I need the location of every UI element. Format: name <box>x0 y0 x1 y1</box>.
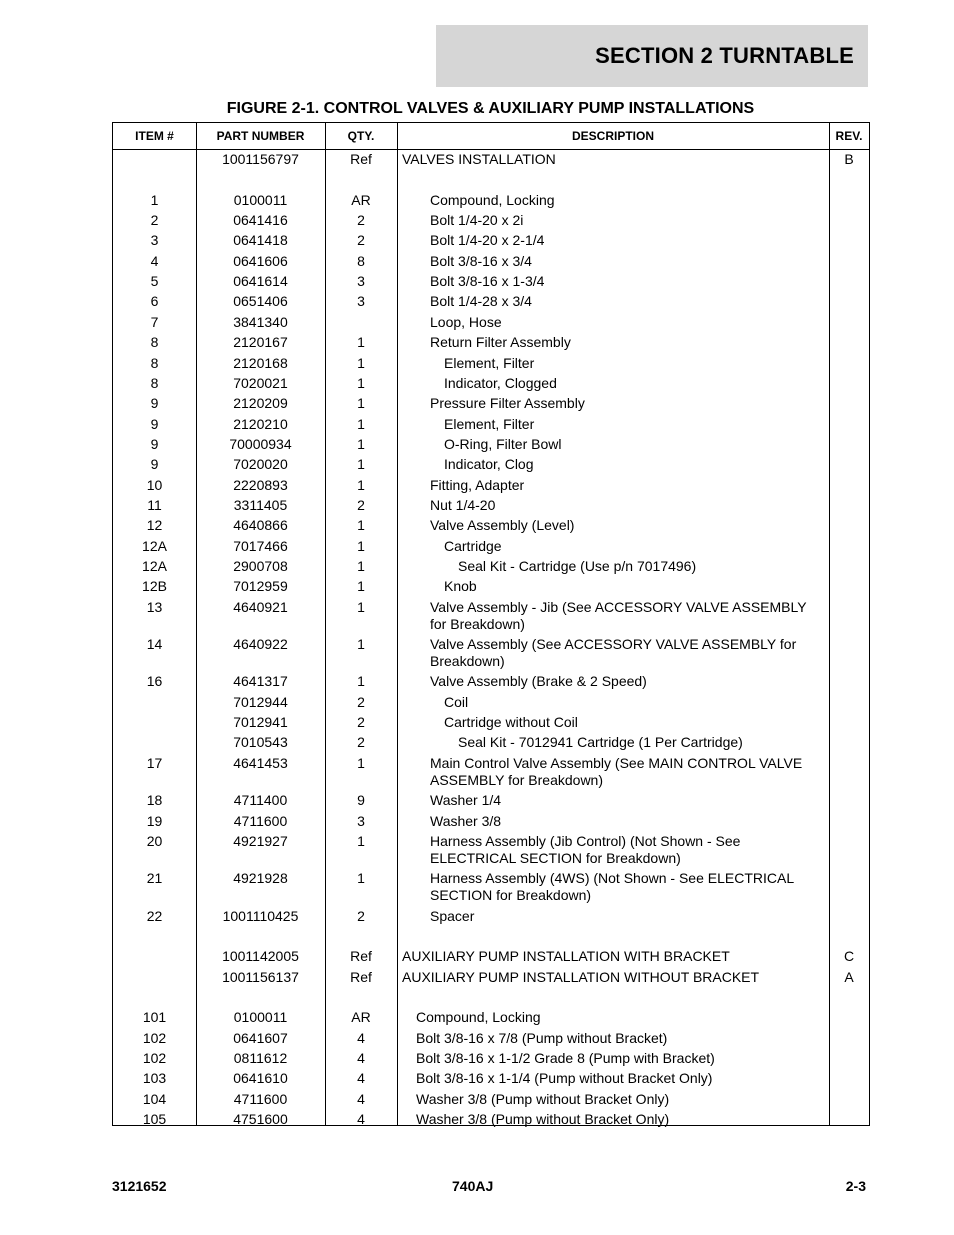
description-cell: Bolt 1/4-20 x 2-1/4 <box>430 232 545 249</box>
spacer-row <box>113 171 869 191</box>
part-number-cell: 0641614 <box>233 273 288 290</box>
table-row <box>113 192 869 212</box>
description-cell: O-Ring, Filter Bowl <box>444 435 562 452</box>
qty-cell: 1 <box>357 598 365 615</box>
description-cell: Cartridge without Coil <box>444 714 578 731</box>
table-row <box>113 908 869 928</box>
qty-cell: 1 <box>357 354 365 371</box>
part-number-cell: 7017466 <box>233 537 288 554</box>
part-number-cell: 4641317 <box>233 673 288 690</box>
description-cell: Fitting, Adapter <box>430 476 525 493</box>
part-number-cell: 3311405 <box>233 496 288 513</box>
description-cell: Coil <box>444 693 469 710</box>
description-cell: Valve Assembly - Jib (See ACCESSORY VALVE ASSEMBLY for Breakdown) <box>430 598 807 632</box>
item-cell: 17 <box>146 754 163 771</box>
footer-page-number: 2-3 <box>845 1178 866 1194</box>
part-number-cell: 0641416 <box>233 212 288 229</box>
description-cell: Compound, Locking <box>430 191 555 208</box>
description-cell: Compound, Locking <box>416 1009 541 1026</box>
table-row <box>113 694 869 714</box>
table-header <box>113 123 869 150</box>
part-number-cell: 0641610 <box>233 1070 288 1087</box>
table-row <box>113 395 869 415</box>
qty-cell: 1 <box>357 476 365 493</box>
qty-cell: 3 <box>357 273 365 290</box>
parts-table <box>112 122 870 1126</box>
table-row <box>113 538 869 558</box>
description-cell: Cartridge <box>444 537 502 554</box>
qty-cell: 9 <box>357 792 365 809</box>
table-row <box>113 293 869 313</box>
description-cell: AUXILIARY PUMP INSTALLATION WITHOUT BRACKET <box>402 968 760 985</box>
part-number-cell: 7020020 <box>233 456 288 473</box>
part-number-cell: 4921927 <box>233 832 288 849</box>
table-row <box>113 517 869 537</box>
qty-cell: 1 <box>357 578 365 595</box>
part-number-cell: 1001110425 <box>222 907 299 924</box>
part-number-cell: 4921928 <box>233 870 288 887</box>
part-number-cell: 2120167 <box>233 334 288 351</box>
table-row <box>113 212 869 232</box>
part-number-cell: 4751600 <box>233 1111 288 1128</box>
description-cell: Bolt 3/8-16 x 7/8 (Pump without Bracket) <box>416 1029 668 1046</box>
description-cell: Washer 1/4 <box>430 792 502 809</box>
qty-cell: 2 <box>357 212 365 229</box>
qty-cell: 2 <box>357 734 365 751</box>
qty-cell: 1 <box>357 832 365 849</box>
description-cell: Main Control Valve Assembly (See MAIN CONTROL VALVE ASSEMBLY for Breakdown) <box>430 754 803 788</box>
qty-cell: 2 <box>357 496 365 513</box>
item-cell: 8 <box>150 354 159 371</box>
table-row <box>113 375 869 395</box>
qty-cell: 1 <box>357 673 365 690</box>
table-row <box>113 578 869 598</box>
table-row <box>113 416 869 436</box>
qty-cell: 4 <box>357 1070 365 1087</box>
description-cell: Valve Assembly (Brake & 2 Speed) <box>430 673 647 690</box>
qty-cell: Ref <box>350 948 372 965</box>
qty-cell: 1 <box>357 537 365 554</box>
part-number-cell: 7012944 <box>233 693 288 710</box>
table-row <box>113 456 869 476</box>
description-cell: Seal Kit - Cartridge (Use p/n 7017496) <box>458 558 697 574</box>
item-cell: 3 <box>150 232 159 249</box>
description-cell: Return Filter Assembly <box>430 334 571 351</box>
item-cell: 6 <box>150 293 159 310</box>
item-cell: 13 <box>146 598 163 615</box>
qty-cell: 1 <box>357 636 365 653</box>
part-number-cell: 0811612 <box>233 1050 288 1066</box>
table-row <box>113 497 869 517</box>
item-cell: 10 <box>146 476 163 493</box>
part-number-cell: 4711600 <box>233 812 288 829</box>
qty-cell: 2 <box>357 714 365 731</box>
table-row <box>113 948 869 968</box>
item-cell: 8 <box>150 334 159 351</box>
part-number-cell: 4711600 <box>233 1090 288 1107</box>
description-cell: Knob <box>444 578 477 595</box>
qty-cell: 1 <box>357 415 365 432</box>
table-row <box>113 599 869 636</box>
item-cell: 20 <box>146 832 163 849</box>
part-number-cell: 4711400 <box>233 792 288 809</box>
description-cell: Seal Kit - 7012941 Cartridge (1 Per Cartridge) <box>458 734 743 751</box>
item-cell: 12 <box>146 517 163 534</box>
qty-cell: 4 <box>357 1029 365 1046</box>
part-number-cell: 0641418 <box>233 232 288 249</box>
description-cell: Bolt 3/8-16 x 1-1/4 (Pump without Bracket Only) <box>416 1070 713 1087</box>
qty-cell: 2 <box>357 232 365 249</box>
qty-cell: 2 <box>357 693 365 710</box>
part-number-cell: 0651406 <box>233 293 288 310</box>
header-part-number: PART NUMBER <box>216 129 305 143</box>
item-cell: 9 <box>150 435 159 452</box>
description-cell: Valve Assembly (Level) <box>430 517 575 534</box>
part-number-cell: 3841340 <box>233 313 288 330</box>
item-cell: 11 <box>147 496 162 513</box>
table-row <box>113 1030 869 1050</box>
table-row <box>113 334 869 354</box>
figure-title: FIGURE 2-1. CONTROL VALVES & AUXILIARY PUMP INSTALLATIONS <box>226 100 755 117</box>
description-cell: Washer 3/8 <box>430 812 502 829</box>
item-cell: 9 <box>150 395 159 412</box>
description-cell: Bolt 3/8-16 x 1-3/4 <box>430 273 545 290</box>
table-row <box>113 636 869 673</box>
table-row <box>113 558 869 578</box>
part-number-cell: 7010543 <box>233 734 288 751</box>
item-cell: 2 <box>150 212 159 229</box>
part-number-cell: 2220893 <box>233 476 288 493</box>
item-cell: 19 <box>146 812 163 829</box>
table-row <box>113 436 869 456</box>
part-number-cell: 2120210 <box>233 415 288 432</box>
description-cell: Harness Assembly (4WS) (Not Shown - See ELECTRICAL SECTION for Breakdown) <box>430 870 794 904</box>
description-cell: Bolt 3/8-16 x 1-1/2 Grade 8 (Pump with Bracket) <box>416 1050 715 1066</box>
qty-cell: 4 <box>357 1090 365 1107</box>
description-cell: Indicator, Clog <box>444 456 534 473</box>
item-cell: 102 <box>142 1050 167 1066</box>
description-cell: Element, Filter <box>444 354 535 371</box>
part-number-cell: 7020021 <box>233 374 288 391</box>
description-cell: VALVES INSTALLATION <box>402 151 556 167</box>
item-cell: 21 <box>146 870 163 887</box>
item-cell: 102 <box>142 1029 167 1046</box>
table-row <box>113 673 869 693</box>
table-row <box>113 792 869 812</box>
qty-cell: 1 <box>357 395 365 412</box>
description-cell: Bolt 1/4-20 x 2i <box>430 212 524 229</box>
qty-cell: AR <box>351 191 371 208</box>
description-cell: Washer 3/8 (Pump without Bracket Only) <box>416 1111 670 1128</box>
qty-cell: 1 <box>357 517 365 534</box>
description-cell: Pressure Filter Assembly <box>430 395 585 412</box>
table-row <box>113 734 869 754</box>
part-number-cell: 4640922 <box>233 636 288 653</box>
item-cell: 1 <box>150 191 159 208</box>
table-row <box>113 1091 869 1111</box>
qty-cell: 1 <box>357 870 365 887</box>
description-cell: Nut 1/4-20 <box>430 496 496 513</box>
header-qty: QTY. <box>347 129 375 143</box>
table-row <box>113 870 869 907</box>
item-cell: 18 <box>146 792 163 809</box>
description-cell: Washer 3/8 (Pump without Bracket Only) <box>416 1090 670 1107</box>
table-row <box>113 477 869 497</box>
item-cell: 104 <box>142 1090 167 1107</box>
table-row <box>113 813 869 833</box>
qty-cell: 1 <box>357 754 365 771</box>
item-cell: 12A <box>142 558 167 574</box>
part-number-cell: 7012959 <box>233 578 288 595</box>
part-number-cell: 70000934 <box>229 435 292 452</box>
section-header <box>436 25 868 87</box>
table-row <box>113 1070 869 1090</box>
part-number-cell: 4641453 <box>233 754 288 771</box>
item-cell: 7 <box>150 313 159 330</box>
part-number-cell: 7012941 <box>233 714 288 731</box>
description-cell: Bolt 3/8-16 x 3/4 <box>430 252 532 269</box>
description-cell: Harness Assembly (Jib Control) (Not Shown - See ELECTRICAL SECTION for Breakdown) <box>430 832 741 866</box>
item-cell: 105 <box>142 1111 167 1128</box>
description-cell: Valve Assembly (See ACCESSORY VALVE ASSEMBLY for Breakdown) <box>430 636 797 670</box>
header-description: DESCRIPTION <box>571 129 654 143</box>
description-cell: Spacer <box>430 907 475 924</box>
item-cell: 101 <box>142 1009 167 1026</box>
qty-cell: 4 <box>357 1111 365 1128</box>
table-row <box>113 755 869 792</box>
item-cell: 103 <box>142 1070 167 1087</box>
part-number-cell: 2900708 <box>233 558 288 574</box>
part-number-cell: 1001142005 <box>222 948 299 965</box>
footer-doc-number: 3121652 <box>112 1178 167 1194</box>
qty-cell: 8 <box>357 252 365 269</box>
item-cell: 12A <box>142 537 167 554</box>
description-cell: Bolt 1/4-28 x 3/4 <box>430 293 532 310</box>
table-row <box>113 1050 869 1070</box>
qty-cell: 3 <box>357 293 365 310</box>
item-cell: 16 <box>146 673 163 690</box>
footer-model: 740AJ <box>452 1178 494 1194</box>
qty-cell: 1 <box>357 334 365 351</box>
item-cell: 14 <box>146 636 163 653</box>
table-row <box>113 714 869 734</box>
table-row <box>113 1111 869 1131</box>
part-number-cell: 0641607 <box>233 1029 288 1046</box>
rev-cell: B <box>844 151 854 167</box>
spacer-row <box>113 989 869 1009</box>
qty-cell: 1 <box>357 374 365 391</box>
qty-cell: Ref <box>350 968 372 985</box>
item-cell: 22 <box>146 907 163 924</box>
part-number-cell: 1001156137 <box>222 968 299 985</box>
qty-cell: 2 <box>357 907 365 924</box>
table-row <box>113 232 869 252</box>
part-number-cell: 4640866 <box>233 517 288 534</box>
qty-cell: Ref <box>350 151 372 167</box>
table-row <box>113 151 869 171</box>
header-item: ITEM # <box>135 129 174 143</box>
table-row <box>113 969 869 989</box>
rev-cell: C <box>843 948 855 965</box>
item-cell: 5 <box>150 273 159 290</box>
description-cell: Element, Filter <box>444 415 535 432</box>
description-cell: Indicator, Clogged <box>444 374 557 391</box>
section-title: SECTION 2 TURNTABLE <box>595 43 854 68</box>
description-cell: Loop, Hose <box>430 313 502 330</box>
qty-cell: 1 <box>357 435 365 452</box>
rev-cell: A <box>844 968 854 985</box>
part-number-cell: 1001156797 <box>222 151 299 167</box>
table-row <box>113 355 869 375</box>
header-rev: REV. <box>835 129 863 143</box>
qty-cell: 1 <box>357 456 365 473</box>
item-cell: 12B <box>142 578 167 595</box>
qty-cell: AR <box>351 1009 371 1026</box>
part-number-cell: 2120168 <box>233 354 288 371</box>
item-cell: 9 <box>150 456 159 473</box>
table-row <box>113 253 869 273</box>
part-number-cell: 0100011 <box>233 191 288 208</box>
description-cell: AUXILIARY PUMP INSTALLATION WITH BRACKET <box>402 948 730 965</box>
part-number-cell: 2120209 <box>233 395 288 412</box>
item-cell: 9 <box>150 415 159 432</box>
table-row <box>113 273 869 293</box>
item-cell: 8 <box>150 374 159 391</box>
qty-cell: 3 <box>357 812 365 829</box>
part-number-cell: 4640921 <box>233 598 288 615</box>
table-row <box>113 314 869 334</box>
qty-cell: 1 <box>357 558 365 574</box>
table-row <box>113 833 869 870</box>
spacer-row <box>113 928 869 948</box>
qty-cell: 4 <box>357 1050 365 1066</box>
table-row <box>113 1009 869 1029</box>
part-number-cell: 0100011 <box>233 1009 288 1026</box>
item-cell: 4 <box>150 252 159 269</box>
part-number-cell: 0641606 <box>233 252 288 269</box>
